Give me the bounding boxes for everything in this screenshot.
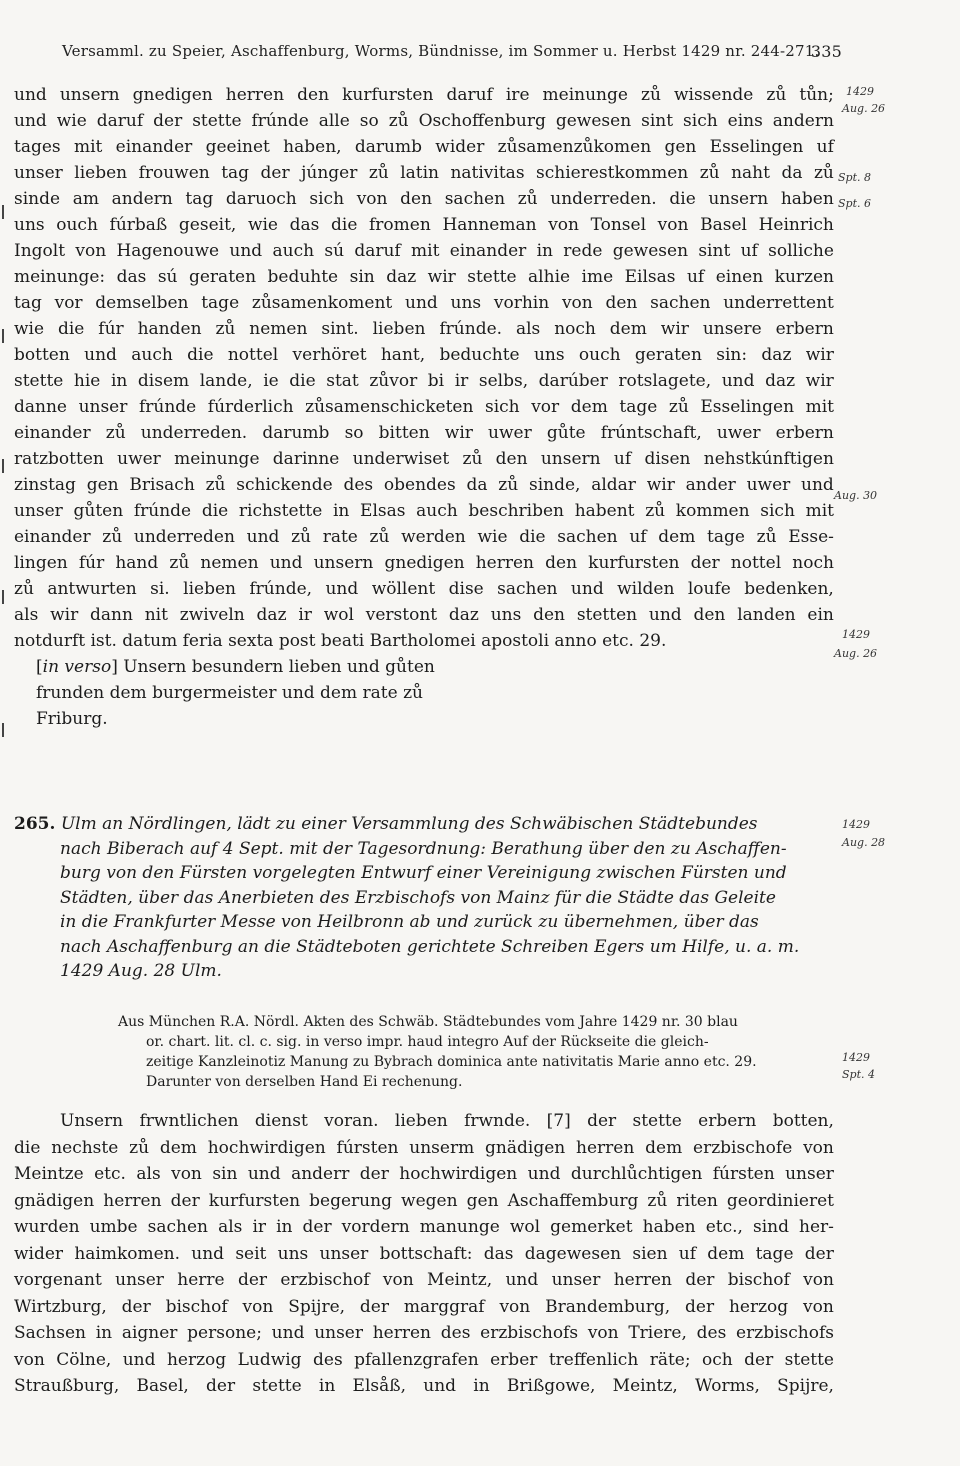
text-line: sinde am andern tag daruoch sich von den sachen zů underreden. die unsern haben [14, 189, 834, 209]
margin-note-date: Aug. 26 [842, 102, 886, 115]
text-line: wider haimkomen. und seit uns unser bottschaft: das dagewesen sien uf dem tage der [14, 1243, 834, 1264]
text-line: zů antwurten si. lieben frúnde, und wöllent dise sachen und wilden loufe bedenken, [14, 579, 834, 599]
text-line: Ingolt von Hagenouwe und auch sú daruf mit einander in rede gewesen sint uf solliche [14, 241, 834, 261]
text-line: unser gůten frúnde die richstette in Elsas auch beschriben habent zů kommen sich mit [14, 501, 834, 521]
margin-note-date: Spt. 6 [838, 197, 871, 210]
text-line: und unsern gnedigen herren den kurfursten daruf ire meinunge zů wissende zů tůn; [14, 85, 834, 105]
margin-note-year: 1429 [842, 628, 870, 641]
text-line: Meintze etc. als von sin und anderr der hochwirdigen und durchlůchtigen fúrsten unser [14, 1164, 834, 1184]
text-line: Wirtzburg, der bischof von Spijre, der marggraf von Brandemburg, der herzog von [14, 1296, 834, 1317]
text-line: gnädigen herren der kurfursten begerung wegen gen Aschaffemburg zů riten geordinieret [14, 1190, 834, 1211]
text-line: als wir dann nit zwiveln daz ir wol verstont daz uns den stetten und den landen ein [14, 605, 834, 625]
text-line: meinunge: das sú geraten beduhte sin daz wir stette alhie ime Eilsas uf einen kurzen [14, 267, 834, 287]
entry-heading-line: Städten, über das Anerbieten des Erzbischofs von Mainz für die Städte das Geleite [60, 887, 776, 908]
margin-note-year: 1429 [842, 818, 870, 831]
text-line: einander zů underreden. darumb so bitten wir uwer gůte frúntschaft, uwer erbern [14, 423, 834, 443]
entry-number: 265. [14, 814, 56, 834]
text-line: Straußburg, Basel, der stette in Elsåß, und in Brißgowe, Meintz, Worms, Spijre, [14, 1376, 834, 1396]
text-line: wurden umbe sachen als ir in der vordern manunge wol gemerket haben etc., sind her- [14, 1217, 834, 1237]
page-number: 335 [810, 42, 842, 61]
text-line: einander zů underreden und zů rate zů werden wie die sachen uf dem tage zů Esse- [14, 527, 834, 547]
source-note [118, 1012, 830, 1092]
running-header [62, 42, 842, 60]
entry-heading-line: in die Frankfurter Messe von Heilbronn ab und zurück zu übernehmen, über das [60, 912, 759, 932]
text-line: und wie daruf der stette frúnde alle so zů Oschoffenburg gewesen sint sich eins andern [14, 111, 834, 131]
entry-heading [14, 812, 834, 984]
line-marker [2, 590, 4, 604]
text-line: unser lieben frouwen tag der júnger zů latin nativitas schierestkommen zů naht da zů [14, 163, 834, 183]
source-line: zeitige Kanzleinotiz Manung zu Bybrach dominica ante nativitatis Marie anno etc. 29. [146, 1054, 757, 1070]
margin-note-date: Spt. 8 [838, 171, 871, 184]
address-line: Friburg. [36, 709, 108, 729]
source-line: or. chart. lit. cl. c. sig. in verso impr. haud integro Auf der Rückseite die gleich- [146, 1034, 709, 1050]
text-line: vorgenant unser herre der erzbischof von Meintz, und unser herren der bischof von [14, 1270, 834, 1290]
text-line: Sachsen in aigner persone; und unser herren des erzbischofs von Triere, des erzbischofs [14, 1323, 834, 1343]
margin-note-date: Aug. 28 [842, 836, 886, 849]
address-line: frunden dem burgermeister und dem rate zů [36, 683, 423, 703]
text-line: wie die fúr handen zů nemen sint. lieben frúnde. als noch dem wir unsere erbern [14, 319, 834, 339]
entry-heading-line: nach Biberach auf 4 Sept. mit der Tagesordnung: Berathung über den zu Aschaffen- [60, 838, 787, 859]
margin-note-date: Aug. 26 [834, 647, 878, 660]
text-line: botten und auch die nottel verhöret hant, beduchte uns ouch geraten sin: daz wir [14, 345, 834, 365]
text-line: stette hie in disem lande, ie die stat zůvor bi ir selbs, darúber rotslagete, und daz wir [14, 371, 834, 391]
text-line: zinstag gen Brisach zů schickende des obendes da zů sinde, aldar wir ander uwer und [14, 475, 834, 495]
entry-heading-line: 1429 Aug. 28 Ulm. [60, 961, 222, 981]
text-line: tages mit einander geeinet haben, darumb wider zůsamenzůkomen gen Esselingen uf [14, 137, 834, 157]
text-line: danne unser frúnde fúrderlich zůsamenschicketen sich vor dem tage zů Esselingen mit [14, 397, 834, 417]
line-marker [2, 459, 4, 473]
margin-note-year: 1429 [842, 1051, 870, 1064]
address-line: [ in verso ] Unsern besundern lieben und gůten [36, 657, 435, 677]
entry-heading-line: burg von den Fürsten vorgelegten Entwurf einer Vereinigung zwischen Fürsten und [60, 863, 787, 883]
text-line: tag vor demselben tage zůsamenkoment und uns vorhin von den sachen underrettent [14, 293, 834, 313]
text-line: von Cölne, und herzog Ludwig des pfallenzgrafen erber treffenlich räte; och der stette [14, 1349, 834, 1370]
text-line: lingen fúr hand zů nemen und unsern gnedigen herren den kurfursten der nottel noch [14, 553, 834, 573]
entry-heading-line: 265. Ulm an Nördlingen, lädt zu einer Versammlung des Schwäbischen Städtebundes [14, 814, 758, 834]
line-marker [2, 205, 4, 219]
text-line: ratzbotten uwer meinunge darinne underwiset zů den unsern uf disen nehstkúnftigen [14, 449, 834, 469]
source-line: Aus München R.A. Nördl. Akten des Schwäb. Städtebundes vom Jahre 1429 nr. 30 blau [118, 1014, 738, 1030]
running-title: Versamml. zu Speier, Aschaffenburg, Worms, Bündnisse, im Sommer u. Herbst 1429 nr. 244-271. [62, 42, 820, 60]
line-marker [2, 723, 4, 737]
text-line: uns ouch fúrbaß geseit, wie das die fromen Hanneman von Tonsel von Basel Heinrich [14, 215, 834, 235]
source-line: Darunter von derselben Hand Ei rechenung. [146, 1074, 463, 1090]
entry-heading-line: nach Aschaffenburg an die Städteboten gerichtete Schreiben Egers um Hilfe, u. a. m. [60, 936, 800, 957]
text-line: die nechste zů dem hochwirdigen fúrsten unserm gnädigen herren dem erzbischofe von [14, 1137, 834, 1158]
letter-body [14, 1108, 834, 1400]
margin-note-date: Aug. 30 [834, 489, 878, 502]
text-line: Unsern frwntlichen dienst voran. lieben frwnde. [7] der stette erbern botten, [60, 1111, 834, 1131]
margin-note-year: 1429 [846, 85, 874, 98]
letter-continuation [14, 82, 834, 732]
margin-note-date: Spt. 4 [842, 1068, 875, 1081]
text-line: notdurft ist. datum feria sexta post beati Bartholomei apostoli anno etc. 29. [14, 631, 667, 651]
line-marker [2, 329, 4, 343]
